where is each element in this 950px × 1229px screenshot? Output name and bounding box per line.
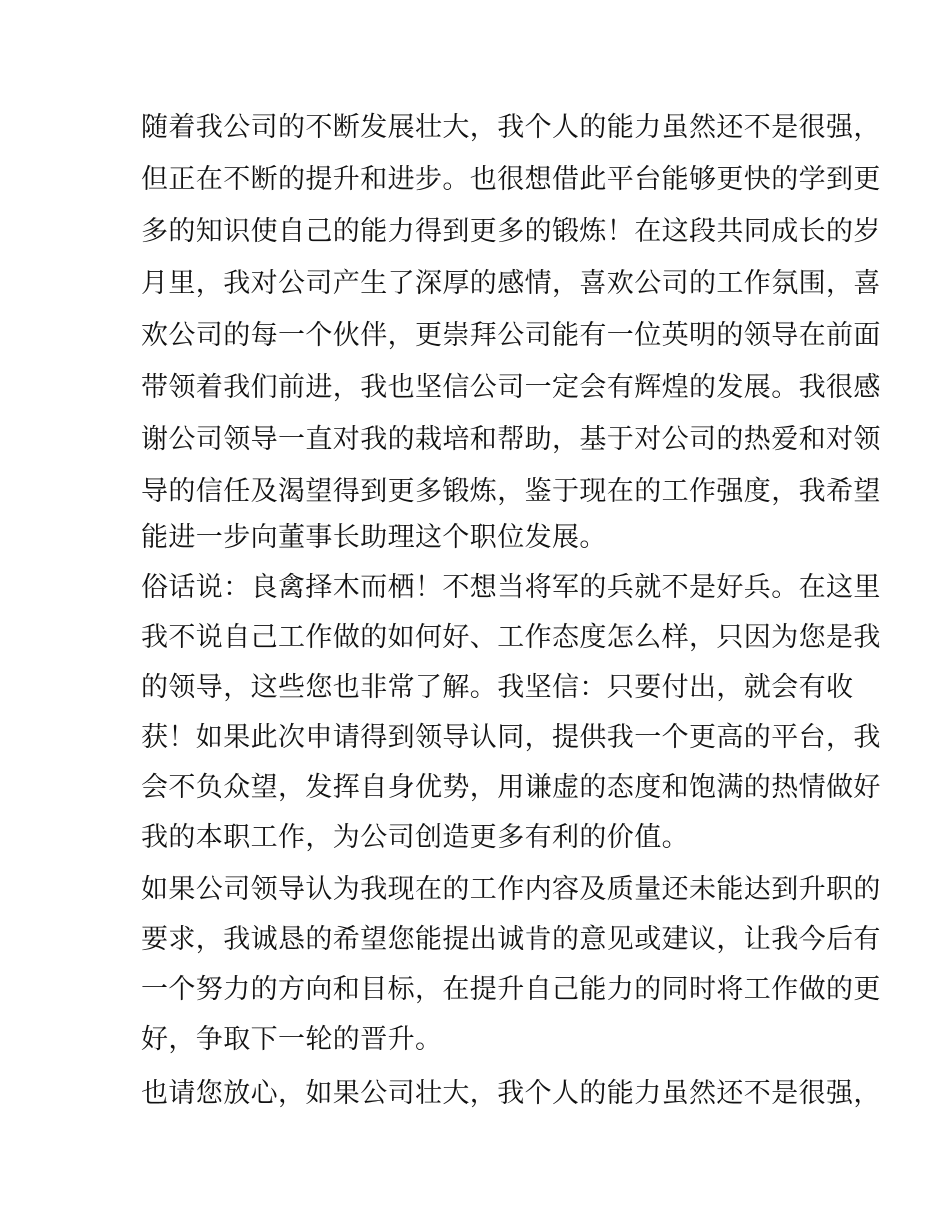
text-line: 一个努力的方向和目标，在提升自己能力的同时将工作做的更: [141, 974, 881, 1005]
text-line: 要求，我诚恳的希望您能提出诚肯的意见或建议，让我今后有: [141, 924, 881, 955]
text-line: 带领着我们前进，我也坚信公司一定会有辉煌的发展。我很感: [141, 372, 881, 403]
text-line: 多的知识使自己的能力得到更多的锻炼！在这段共同成长的岁: [141, 216, 881, 247]
text-line: 随着我公司的不断发展壮大，我个人的能力虽然还不是很强，: [141, 112, 881, 143]
text-line: 谢公司领导一直对我的栽培和帮助，基于对公司的热爱和对领: [141, 424, 881, 455]
text-line: 好，争取下一轮的晋升。: [141, 1024, 443, 1055]
text-line: 月里，我对公司产生了深厚的感情，喜欢公司的工作氛围，喜: [141, 268, 881, 299]
text-line: 我不说自己工作做的如何好、工作态度怎么样，只因为您是我: [141, 622, 881, 653]
text-line: 能进一步向董事长助理这个职位发展。: [141, 522, 607, 553]
text-line: 如果公司领导认为我现在的工作内容及质量还未能达到升职的: [141, 874, 881, 905]
text-line: 会不负众望，发挥自身优势，用谦虚的态度和饱满的热情做好: [141, 772, 881, 803]
text-line: 也请您放心，如果公司壮大，我个人的能力虽然还不是很强，: [141, 1078, 881, 1109]
text-line: 获！如果此次申请得到领导认同，提供我一个更高的平台，我: [141, 722, 881, 753]
text-line: 但正在不断的提升和进步。也很想借此平台能够更快的学到更: [141, 164, 881, 195]
text-line: 俗话说：良禽择木而栖！不想当将军的兵就不是好兵。在这里: [141, 572, 881, 603]
text-line: 导的信任及渴望得到更多锻炼，鉴于现在的工作强度，我希望: [141, 476, 881, 507]
text-line: 的领导，这些您也非常了解。我坚信：只要付出，就会有收: [141, 672, 854, 703]
text-line: 我的本职工作，为公司创造更多有利的价值。: [141, 822, 689, 853]
text-line: 欢公司的每一个伙伴，更崇拜公司能有一位英明的领导在前面: [141, 320, 881, 351]
